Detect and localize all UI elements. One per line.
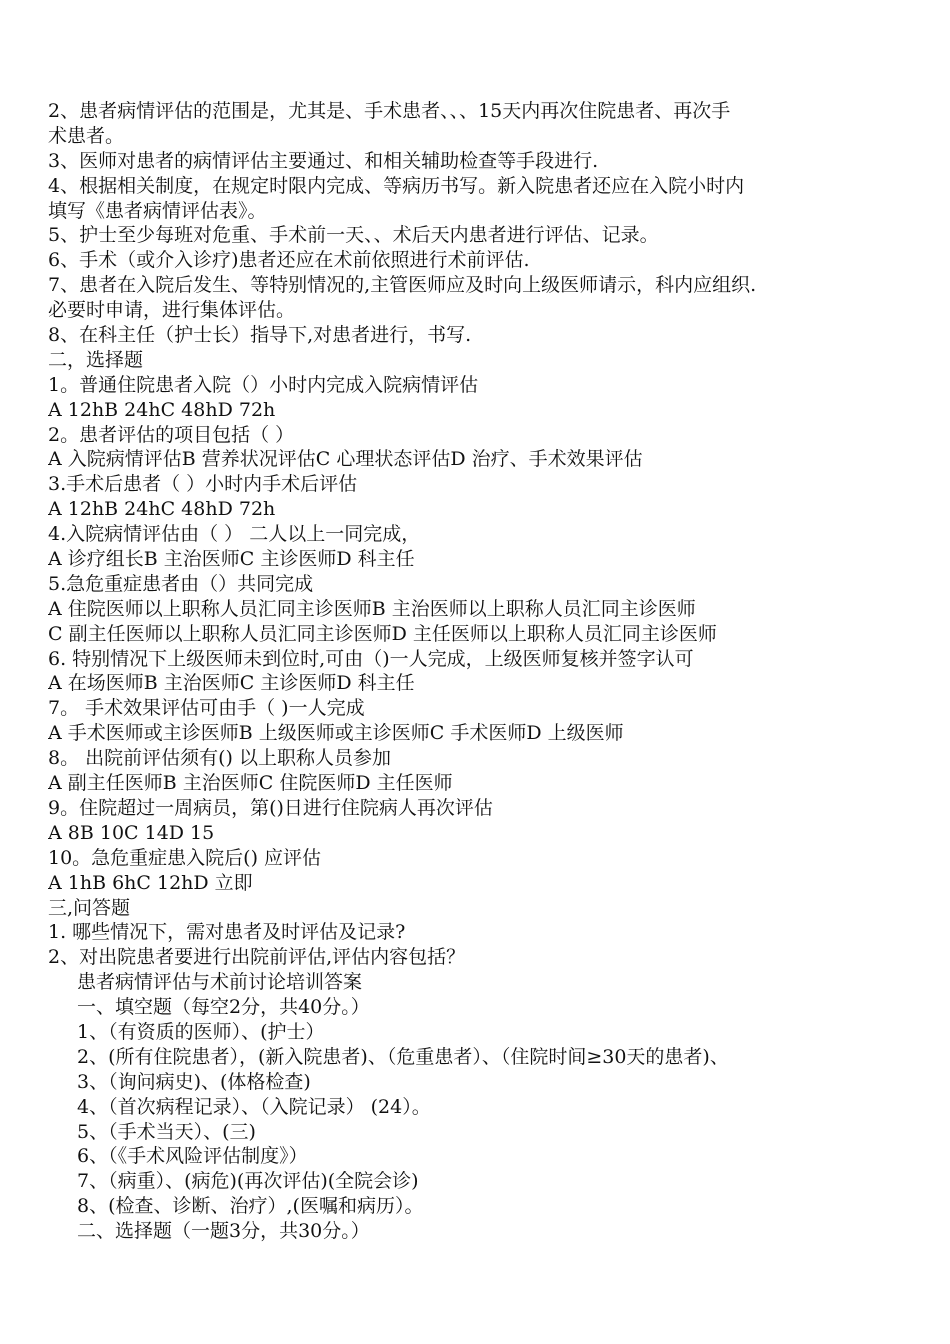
text-line: 1. 哪些情况下，需对患者及时评估及记录? [48, 921, 406, 944]
text-line: 3.手术后患者（ ）小时内手术后评估 [48, 473, 358, 496]
text-line: 6、（《手术风险评估制度》） [77, 1145, 308, 1168]
text-line: 填写《患者病情评估表》。 [48, 199, 267, 222]
text-line: 10。急危重症患入院后() 应评估 [48, 846, 322, 869]
text-line: 2。患者评估的项目包括（ ） [48, 423, 295, 446]
text-line: 8、在科主任（护士长）指导下,对患者进行，书写. [48, 324, 472, 347]
text-line: 5、（手术当天）、(三) [77, 1120, 256, 1143]
text-line: 必要时申请，进行集体评估。 [48, 299, 296, 322]
text-line: 三,问答题 [48, 896, 131, 919]
text-line: A 在场医师B 主治医师C 主诊医师D 科主任 [48, 672, 415, 695]
text-line: 2、对出院患者要进行出院前评估,评估内容包括？ [48, 946, 466, 969]
text-line: 一、填空题（每空2分，共40分。） [77, 996, 370, 1019]
text-line: A 1hB 6hC 12hD 立即 [48, 871, 253, 894]
text-line: 9。住院超过一周病员，第()日进行住院病人再次评估 [48, 796, 493, 819]
text-line: A 诊疗组长B 主治医师C 主诊医师D 科主任 [48, 548, 415, 571]
document-body [48, 99, 908, 1244]
text-line: 6、手术（或介入诊疗)患者还应在术前依照进行术前评估. [48, 249, 530, 272]
text-line: 1、（有资质的医师）、(护士） [77, 1020, 325, 1043]
text-line: A 住院医师以上职称人员汇同主诊医师B 主治医师以上职称人员汇同主诊医师 [48, 597, 696, 620]
text-line: 6. 特别情况下上级医师未到位时,可由（)一人完成，上级医师复核并签字认可 [48, 647, 694, 670]
text-line: 4.入院病情评估由（ ） 二人以上一同完成， [48, 523, 421, 546]
text-line: A 入院病情评估B 营养状况评估C 心理状态评估D 治疗、手术效果评估 [48, 448, 643, 471]
text-line: 7。 手术效果评估可由手（ )一人完成 [48, 697, 365, 720]
text-line: 8。 出院前评估须有() 以上职称人员参加 [48, 747, 391, 770]
text-line: 二、选择题（一题3分，共30分。） [77, 1220, 370, 1243]
text-line: A 12hB 24hC 48hD 72h [48, 398, 276, 421]
text-line: C 副主任医师以上职称人员汇同主诊医师D 主任医师以上职称人员汇同主诊医师 [48, 622, 717, 645]
text-line: 7、（病重）、(病危)(再次评估)(全院会诊) [77, 1170, 419, 1193]
text-line: A 8B 10C 14D 15 [48, 821, 215, 844]
text-line: 2、患者病情评估的范围是，尤其是、手术患者、、、15天内再次住院患者、再次手 [48, 100, 731, 122]
text-line: 二，选择题 [48, 348, 144, 371]
text-line: 4、根据相关制度，在规定时限内完成、等病历书写。新入院患者还应在入院小时内 [48, 174, 745, 197]
text-line: 术患者。 [48, 124, 125, 147]
text-line: A 手术医师或主诊医师B 上级医师或主诊医师C 手术医师D 上级医师 [48, 722, 624, 745]
text-line: 2、(所有住院患者），(新入院患者)、（危重患者）、（住院时间≥30天的患者)、 [77, 1045, 729, 1068]
text-line: 5、护士至少每班对危重、手术前一天、、术后天内患者进行评估、记录。 [48, 224, 659, 247]
text-line: 4、（首次病程记录）、（入院记录） (24）。 [77, 1095, 431, 1118]
text-line: 1。普通住院患者入院（）小时内完成入院病情评估 [48, 373, 479, 396]
text-line: A 12hB 24hC 48hD 72h [48, 498, 276, 521]
text-line: 8、(检查、诊断、治疗）,(医嘱和病历）。 [77, 1195, 424, 1218]
text-line: 患者病情评估与术前讨论培训答案 [77, 971, 363, 994]
text-line: 3、（询问病史)、(体格检查) [77, 1070, 311, 1093]
text-line: A 副主任医师B 主治医师C 住院医师D 主任医师 [48, 772, 453, 795]
text-line: 5.急危重症患者由（）共同完成 [48, 572, 314, 595]
text-line: 7、患者在入院后发生、等特别情况的,主管医师应及时向上级医师请示，科内应组织. [48, 274, 757, 297]
text-line: 3、医师对患者的病情评估主要通过、和相关辅助检查等手段进行. [48, 149, 599, 172]
